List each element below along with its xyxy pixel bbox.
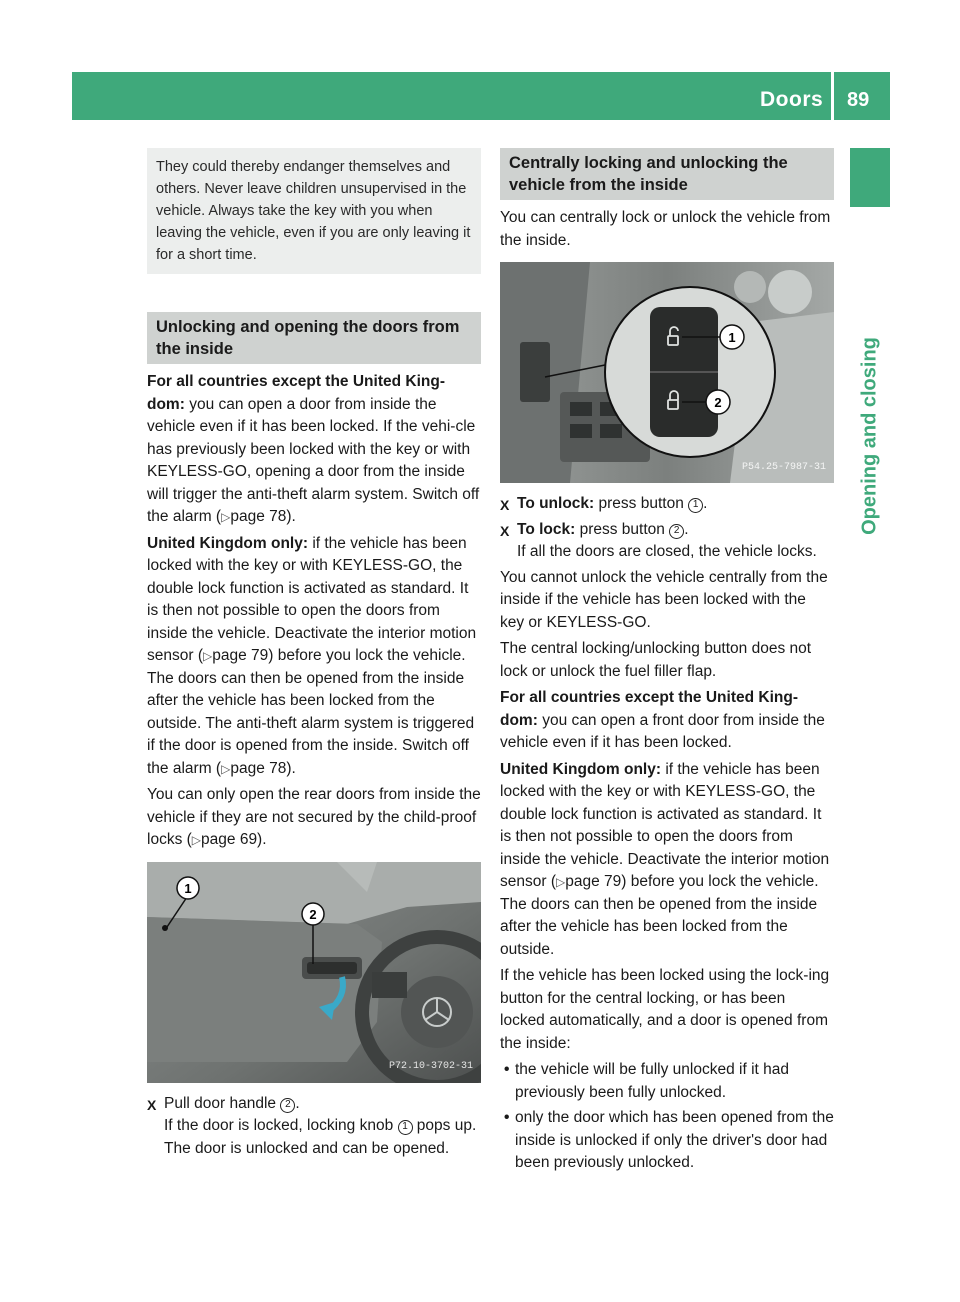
side-tab-marker xyxy=(850,148,890,207)
paragraph-uk: United Kingdom only: if the vehicle has been locked with the key or with KEYLESS-GO, the double lock function is activated as standard. It is then not possible to open the doors from inside the vehicle. Deactivate the interior motion sensor (▷page 79) before you lock the vehicle. The doors can then be opened from the inside after the vehicle has been locked from the outside. The anti-theft alarm system is triggered if the door is opened from the inside. Switch off the alarm (▷page 78). xyxy=(147,534,477,777)
page-ref-icon: ▷ xyxy=(191,833,202,847)
instruction-step-unlock: X To unlock: press button 1 . xyxy=(500,493,834,516)
step-result: If all the doors are closed, the vehicle locks. xyxy=(517,543,817,560)
step-arrow-icon: X xyxy=(500,497,510,513)
page-ref-icon: ▷ xyxy=(556,875,566,889)
paragraph-intro: You can centrally lock or unlock the vehicle from the inside. xyxy=(500,209,831,249)
page-ref-link[interactable]: page 78). xyxy=(230,759,296,777)
callout-ref: 2 xyxy=(280,1098,295,1113)
bullet-icon: • xyxy=(504,1109,510,1126)
paragraph-locked-conditions: If the vehicle has been locked using the lock-ing button for the central locking, or has been locked automatically, and a door is opened from the inside: xyxy=(500,967,830,1052)
central-lock-illustration xyxy=(500,262,834,483)
callout-ref: 1 xyxy=(688,498,703,513)
bold-lead: For all countries except the United King-dom: xyxy=(147,373,445,413)
list-item: • the vehicle will be fully unlocked if it had previously been fully unlocked. xyxy=(504,1061,789,1101)
paragraph-fuel-flap: The central locking/unlocking button does not lock or unlock the fuel filler flap. xyxy=(500,640,812,680)
bullet-icon: • xyxy=(504,1061,510,1078)
bold-lead: For all countries except the United King-dom: xyxy=(500,689,798,729)
page-number: 89 xyxy=(847,89,870,111)
figure-code: P72.10-3702-31 xyxy=(388,1061,473,1072)
paragraph-cannot-unlock: You cannot unlock the vehicle centrally from the inside if the vehicle has been locked with the key or KEYLESS-GO. xyxy=(500,568,828,631)
callout-1: 1 xyxy=(184,880,192,896)
door-handle-figure xyxy=(147,862,481,1083)
page-ref-link[interactable]: page 79) before you lock the vehicle. The doors can then be opened from the inside after the vehicle has been locked from the outside. xyxy=(500,873,819,958)
door-handle-illustration xyxy=(147,862,481,1083)
side-chapter-label: Opening and closing xyxy=(858,337,881,535)
page-ref-icon: ▷ xyxy=(221,510,231,524)
callout-ref: 1 xyxy=(398,1120,413,1135)
callout-1: 1 xyxy=(728,330,736,345)
paragraph-uk: United Kingdom only: if the vehicle has been locked with the key or with KEYLESS-GO, the double lock function is activated as standard. It is then not possible to open the doors from inside the vehicle. Deactivate the interior motion sensor (▷page 79) before you lock the vehicle. The doors can then be opened from the inside after the vehicle has been locked from the outside. xyxy=(500,760,830,958)
central-lock-figure xyxy=(500,262,834,483)
step-arrow-icon: X xyxy=(500,522,510,539)
left-column xyxy=(147,148,481,1163)
page-ref-link[interactable]: page 69). xyxy=(201,831,267,848)
bold-lead: United Kingdom only: xyxy=(500,760,662,778)
instruction-step-lock: X To lock: press button 2 . If all the doors are closed, the vehicle locks. xyxy=(500,519,834,564)
section-heading-unlocking: Unlocking and opening the doors from the inside xyxy=(147,312,481,364)
page-ref-link[interactable]: page 78). xyxy=(230,508,296,525)
right-column xyxy=(500,148,834,1178)
header-title: Doors xyxy=(760,88,824,111)
safety-note-box: They could thereby endanger themselves and others. Never leave children unsupervised in the vehicle. Always take the key with you when leaving the vehicle, even if you are only leaving it for a short time. xyxy=(147,148,481,274)
page-ref-icon: ▷ xyxy=(221,761,231,776)
page-ref-icon: ▷ xyxy=(203,649,213,663)
list-item: • only the door which has been opened from the inside is unlocked if only the driver's door had been previously unlocked. xyxy=(504,1109,834,1171)
figure-code: P54.25-7987-31 xyxy=(741,461,826,473)
header-divider xyxy=(831,72,834,120)
instruction-step: X Pull door handle 2 . If the door is locked, locking knob 1 pops up. The door is unlocked and can be opened. xyxy=(147,1093,481,1161)
paragraph-countries: For all countries except the United King-dom: you can open a door from inside the vehicle even if it has been locked. If the vehi-cle has previously been locked with the key or with KEYLESS-GO, opening a door from the inside will trigger the anti-theft alarm system. Switch off the alarm (▷page 78). xyxy=(147,373,480,525)
page-ref-link[interactable]: page 79) before you lock the vehicle. The doors can then be opened from the inside after the vehicle has been locked from the outside. The anti-theft alarm system is triggered if the door is opened from the inside. Switch off the alarm ( xyxy=(147,647,475,777)
callout-2: 2 xyxy=(714,395,722,410)
paragraph-rear-doors: You can only open the rear doors from inside the vehicle if they are not secured by the child-proof locks (▷page 69). xyxy=(147,786,481,848)
step-result: If the door is locked, locking knob 1 pops up. The door is unlocked and can be opened. xyxy=(164,1117,477,1157)
callout-2: 2 xyxy=(309,906,317,922)
section-heading-central-locking: Centrally locking and unlocking the vehicle from the inside xyxy=(500,148,834,200)
bold-lead: United Kingdom only: xyxy=(147,534,309,552)
callout-ref: 2 xyxy=(669,524,684,539)
paragraph-countries: For all countries except the United King-dom: you can open a front door from inside the vehicle even if it has been locked. xyxy=(500,689,825,751)
step-arrow-icon: X xyxy=(147,1096,157,1113)
